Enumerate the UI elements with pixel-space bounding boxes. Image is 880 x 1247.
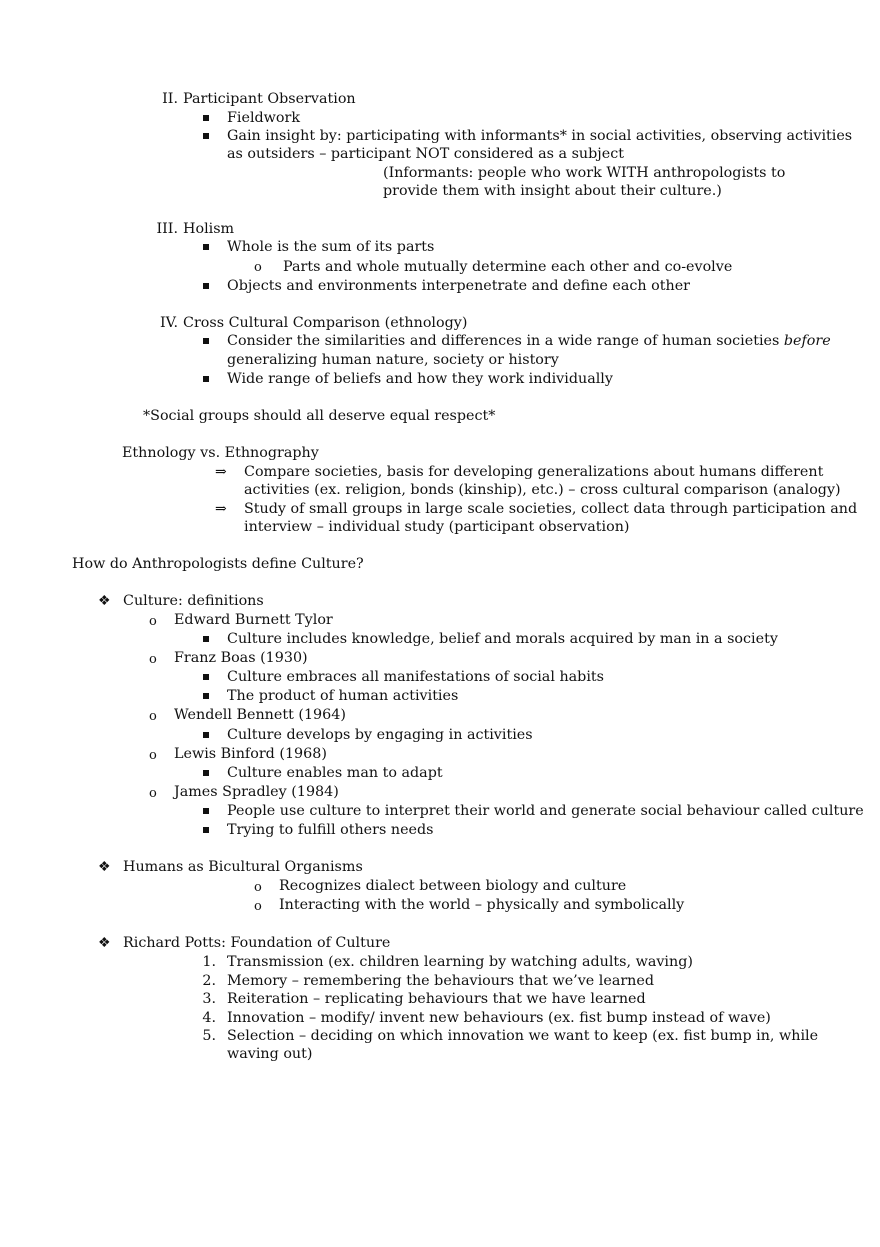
list-item: Culture enables man to adapt [227,765,443,781]
square-bullet-icon [203,370,209,382]
square-bullet-icon [203,764,209,776]
list-number: 3. [202,991,216,1007]
list-item: Culture includes knowledge, belief and morals acquired by man in a society [227,631,778,647]
list-item: Reiteration – replicating behaviours that we have learned [227,991,646,1007]
list-item: Interacting with the world – physically and symbolically [279,897,685,913]
culture-question: How do Anthropologists define Culture? [72,556,364,572]
square-bullet-icon [203,668,209,680]
arrow-bullet-icon: ⇒ [215,501,227,517]
list-item: Transmission (ex. children learning by watching adults, waving) [227,954,693,970]
square-bullet-icon [203,277,209,289]
circle-bullet-icon: o [254,899,262,914]
list-item: The product of human activities [227,688,459,704]
diamond-bullet-icon: ❖ [98,859,111,875]
list-item: Lewis Binford (1968) [174,746,327,762]
square-bullet-icon [203,127,209,139]
list-number: 1. [202,954,216,970]
list-number: 4. [202,1010,216,1026]
list-item [227,332,831,351]
list-item: Edward Burnett Tylor [174,612,333,628]
list-item: Wide range of beliefs and how they work individually [227,371,613,387]
circle-bullet-icon: o [149,614,157,629]
informants-note: (Informants: people who work WITH anthropologists to [383,165,786,181]
square-bullet-icon [203,802,209,814]
square-bullet-icon [203,109,209,121]
informants-note: provide them with insight about their culture.) [383,183,722,199]
list-item: Whole is the sum of its parts [227,239,435,255]
list-number: 2. [202,973,216,989]
square-bullet-icon [203,332,209,344]
circle-bullet-icon: o [149,786,157,801]
section-title: Cross Cultural Comparison (ethnology) [183,315,468,331]
arrow-bullet-icon: ⇒ [215,464,227,480]
bicultural-title: Humans as Bicultural Organisms [123,859,363,875]
list-item: Fieldwork [227,110,301,126]
list-item: People use culture to interpret their world and generate social behaviour called culture [227,803,864,819]
list-item-continuation: generalizing human nature, society or history [227,352,559,368]
square-bullet-icon [203,687,209,699]
list-item-continuation: as outsiders – participant NOT considered as a subject [227,146,624,162]
ethnology-title: Ethnology vs. Ethnography [122,445,319,461]
list-item: Innovation – modify/ invent new behaviours (ex. fist bump instead of wave) [227,1010,771,1026]
respect-note: *Social groups should all deserve equal respect* [143,408,496,424]
section-title: Participant Observation [183,91,356,107]
circle-bullet-icon: o [149,709,157,724]
list-item: Memory – remembering the behaviours that we’ve learned [227,973,654,989]
square-bullet-icon [203,821,209,833]
list-item: Wendell Bennett (1964) [174,707,346,723]
square-bullet-icon [203,630,209,642]
list-item-continuation: activities (ex. religion, bonds (kinship), etc.) – cross cultural comparison (analogy) [244,482,841,498]
circle-bullet-icon: o [254,880,262,895]
list-item-continuation: interview – individual study (participant observation) [244,519,630,535]
list-item: Recognizes dialect between biology and culture [279,878,627,894]
list-item: Compare societies, basis for developing generalizations about humans different [244,464,824,480]
circle-bullet-icon: o [149,652,157,667]
diamond-bullet-icon: ❖ [98,935,111,951]
list-item-continuation: waving out) [227,1046,313,1062]
list-item: Culture embraces all manifestations of social habits [227,669,604,685]
section-title: Holism [183,221,235,237]
list-number: 5. [202,1028,216,1044]
list-item: Franz Boas (1930) [174,650,308,666]
section-number: IV. [159,315,178,331]
list-item: Parts and whole mutually determine each other and co-evolve [283,259,733,275]
circle-bullet-icon: o [254,260,262,275]
emphasis-text: before [783,333,831,349]
list-item: Study of small groups in large scale societies, collect data through participation and [244,501,858,517]
section-number: II. [162,91,178,107]
list-item: Objects and environments interpenetrate and define each other [227,278,690,294]
list-item: James Spradley (1984) [174,784,339,800]
square-bullet-icon [203,238,209,250]
list-item: Culture develops by engaging in activities [227,727,533,743]
list-item: Gain insight by: participating with informants* in social activities, observing activities [227,128,853,144]
potts-title: Richard Potts: Foundation of Culture [123,935,391,951]
list-item: Trying to fulfill others needs [227,822,434,838]
definitions-title: Culture: definitions [123,593,264,609]
list-item: Selection – deciding on which innovation we want to keep (ex. fist bump in, while [227,1028,819,1044]
square-bullet-icon [203,726,209,738]
circle-bullet-icon: o [149,748,157,763]
list-item-text: Consider the similarities and differences in a wide range of human societies [227,333,784,349]
section-number: III. [156,221,178,237]
diamond-bullet-icon: ❖ [98,593,111,609]
